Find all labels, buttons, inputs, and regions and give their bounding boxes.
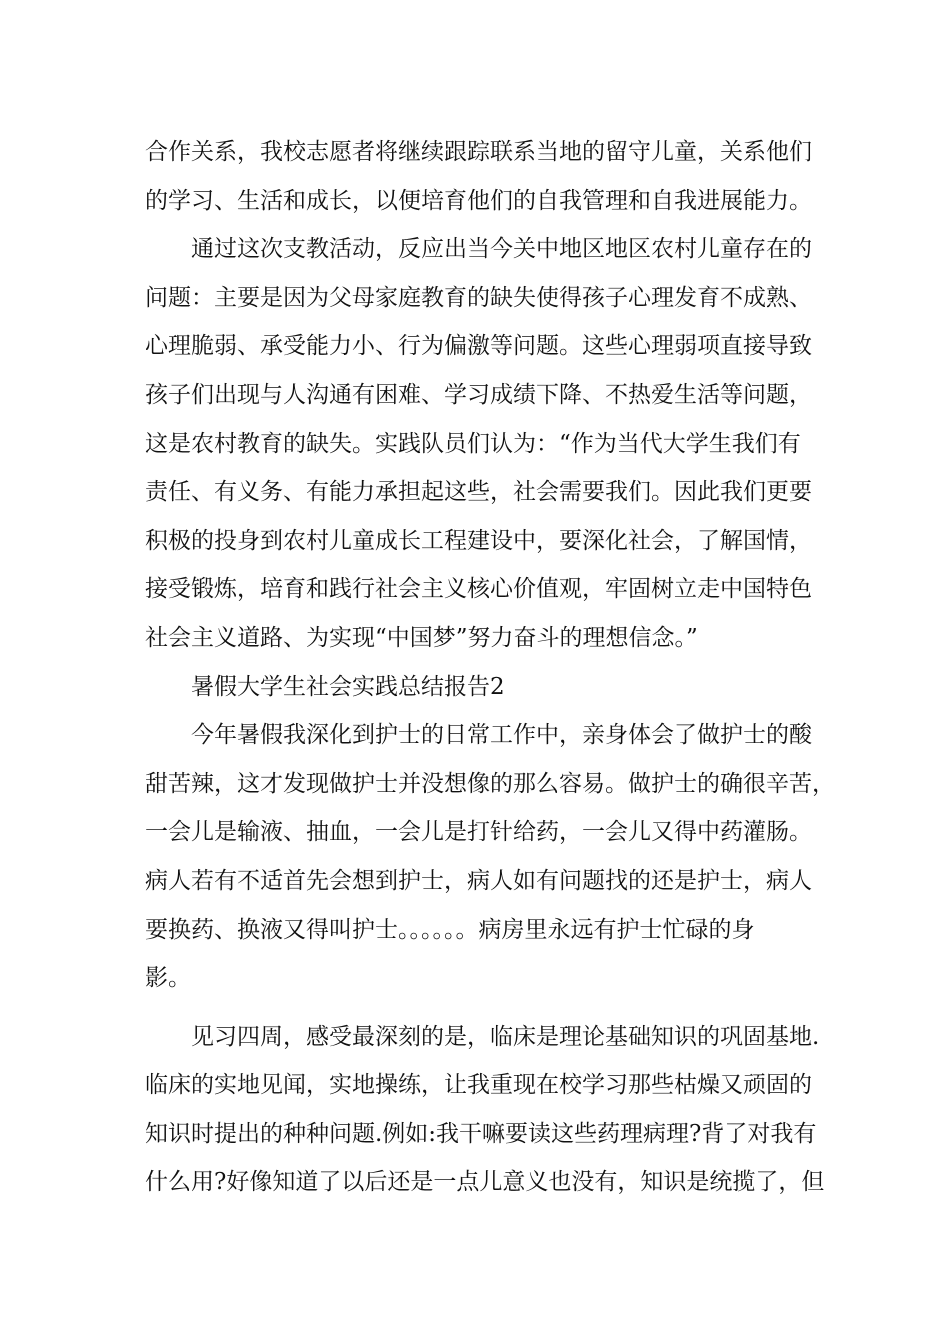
text-line: 甜苦辣，这才发现做护士并没想像的那么容易。做护士的确很辛苦， — [145, 770, 835, 797]
paragraph-support-teaching — [145, 225, 815, 662]
text-line: 影。 — [145, 965, 191, 992]
paragraph-continuation — [145, 128, 815, 225]
text-line: 一会儿是输液、抽血，一会儿是打针给药，一会儿又得中药灌肠。 — [145, 819, 812, 846]
text-line: 孩子们出现与人沟通有困难、学习成绩下降、不热爱生活等问题， — [145, 381, 812, 408]
text-line: 接受锻炼，培育和践行社会主义核心价值观，牢固树立走中国特色 — [145, 576, 812, 603]
paragraph-internship — [145, 1013, 825, 1207]
text-line: 问题：主要是因为父母家庭教育的缺失使得孩子心理发育不成熟、 — [145, 284, 812, 311]
text-line: 通过这次支教活动，反应出当今关中地区地区农村儿童存在的 — [191, 236, 812, 263]
text-line: 心理脆弱、承受能力小、行为偏激等问题。这些心理弱项直接导致 — [145, 333, 812, 360]
text-line: 要换药、换液又得叫护士。。。。。。病房里永远有护士忙碌的身 — [145, 916, 755, 943]
text-line: 病人若有不适首先会想到护士，病人如有问题找的还是护士，病人 — [145, 867, 812, 894]
document-body — [145, 128, 835, 1207]
paragraph-nurse-work — [145, 711, 835, 1003]
text-line: 合作关系，我校志愿者将继续跟踪联系当地的留守儿童，关系他们 — [145, 139, 812, 165]
section-heading — [145, 663, 815, 712]
heading-text: 暑假大学生社会实践总结报告2 — [191, 673, 505, 700]
text-line: 临床的实地见闻，实地操练，让我重现在校学习那些枯燥又顽固的 — [145, 1072, 812, 1099]
text-line: 社会主义道路、为实现“中国梦”努力奋斗的理想信念。” — [145, 624, 698, 651]
text-line: 积极的投身到农村儿童成长工程建设中，要深化社会，了解国情， — [145, 527, 812, 554]
text-line: 责任、有义务、有能力承担起这些，社会需要我们。因此我们更要 — [145, 479, 812, 506]
text-line: 的学习、生活和成长，以便培育他们的自我管理和自我进展能力。 — [145, 187, 812, 214]
text-line: 知识时提出的种种问题.例如:我干嘛要读这些药理病理?背了对我有 — [145, 1120, 817, 1147]
text-line: 什么用?好像知道了以后还是一点儿意义也没有，知识是统揽了，但 — [145, 1169, 825, 1196]
text-line: 见习四周，感受最深刻的是，临床是理论基础知识的巩固基地. — [191, 1023, 820, 1050]
text-line: 今年暑假我深化到护士的日常工作中，亲身体会了做护士的酸 — [191, 722, 812, 749]
text-line: 这是农村教育的缺失。实践队员们认为：“作为当代大学生我们有 — [145, 430, 801, 457]
